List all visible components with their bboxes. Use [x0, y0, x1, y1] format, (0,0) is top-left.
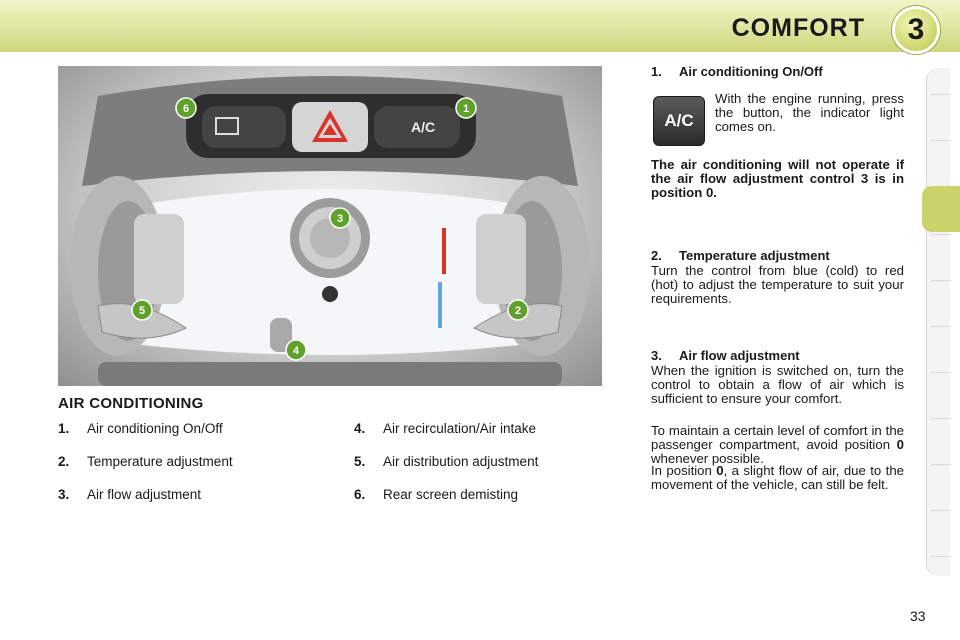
svg-text:A/C: A/C: [411, 119, 436, 135]
control-panel-illustration: [58, 66, 602, 386]
svg-text:2: 2: [514, 305, 522, 317]
legend-item: 2. Temperature adjustment: [58, 454, 233, 469]
section-2-body: Turn the control from blue (cold) to red (hot) to adjust the temperature to suit your requirements.: [651, 263, 904, 306]
tab-divider: [931, 464, 951, 465]
section-1-body: With the engine running, press the button, the indicator light comes on.: [715, 91, 904, 134]
svg-text:1: 1: [462, 103, 470, 115]
svg-text:3: 3: [336, 213, 344, 225]
tab-divider: [931, 140, 951, 141]
section-title-air-conditioning: AIR CONDITIONING: [58, 395, 204, 412]
tab-divider: [931, 326, 951, 327]
page-title: COMFORT: [731, 14, 865, 42]
tab-divider: [931, 372, 951, 373]
section-3-body-1: When the ignition is switched on, turn the control to obtain a flow of air which is sufficient to ensure your comfort.: [651, 363, 904, 406]
tab-divider: [931, 418, 951, 419]
ac-button-icon: A/C: [653, 96, 705, 146]
section-number: 1.: [651, 64, 662, 79]
svg-text:5: 5: [138, 305, 146, 317]
section-3-body-3: In position 0, a slight flow of air, due to the movement of the vehicle, can still be felt.: [651, 463, 904, 492]
section-number: 2.: [651, 248, 662, 263]
section-1-warning: The air conditioning will not operate if the air flow adjustment control 3 is in position 0.: [651, 157, 904, 200]
page-number: 33: [910, 608, 926, 624]
legend-item: 5. Air distribution adjustment: [354, 454, 539, 469]
legend-item: 4. Air recirculation/Air intake: [354, 421, 537, 436]
tab-divider: [931, 280, 951, 281]
section-3-body-2: To maintain a certain level of comfort in the passenger compartment, avoid position 0 whenever possible.: [651, 423, 904, 466]
tab-divider: [931, 94, 951, 95]
tab-divider: [931, 510, 951, 511]
control-panel-photo: [58, 66, 602, 386]
chapter-tab-strip: [926, 68, 950, 576]
section-1-heading: [651, 64, 823, 79]
chapter-tab-active[interactable]: [922, 186, 960, 232]
section-title: Temperature adjustment: [679, 248, 830, 263]
section-title: Air conditioning On/Off: [679, 64, 823, 79]
legend-item: 1. Air conditioning On/Off: [58, 421, 223, 436]
legend-item: 3. Air flow adjustment: [58, 487, 202, 502]
tab-divider: [931, 556, 951, 557]
tab-divider: [931, 234, 951, 235]
section-number: 3.: [651, 348, 662, 363]
section-3-heading: [651, 348, 800, 363]
section-2-heading: [651, 248, 830, 263]
legend-item: 6. Rear screen demisting: [354, 487, 519, 502]
chapter-badge: 3: [892, 6, 940, 54]
section-title: Air flow adjustment: [679, 348, 800, 363]
svg-text:4: 4: [292, 345, 300, 357]
svg-text:6: 6: [182, 103, 190, 115]
